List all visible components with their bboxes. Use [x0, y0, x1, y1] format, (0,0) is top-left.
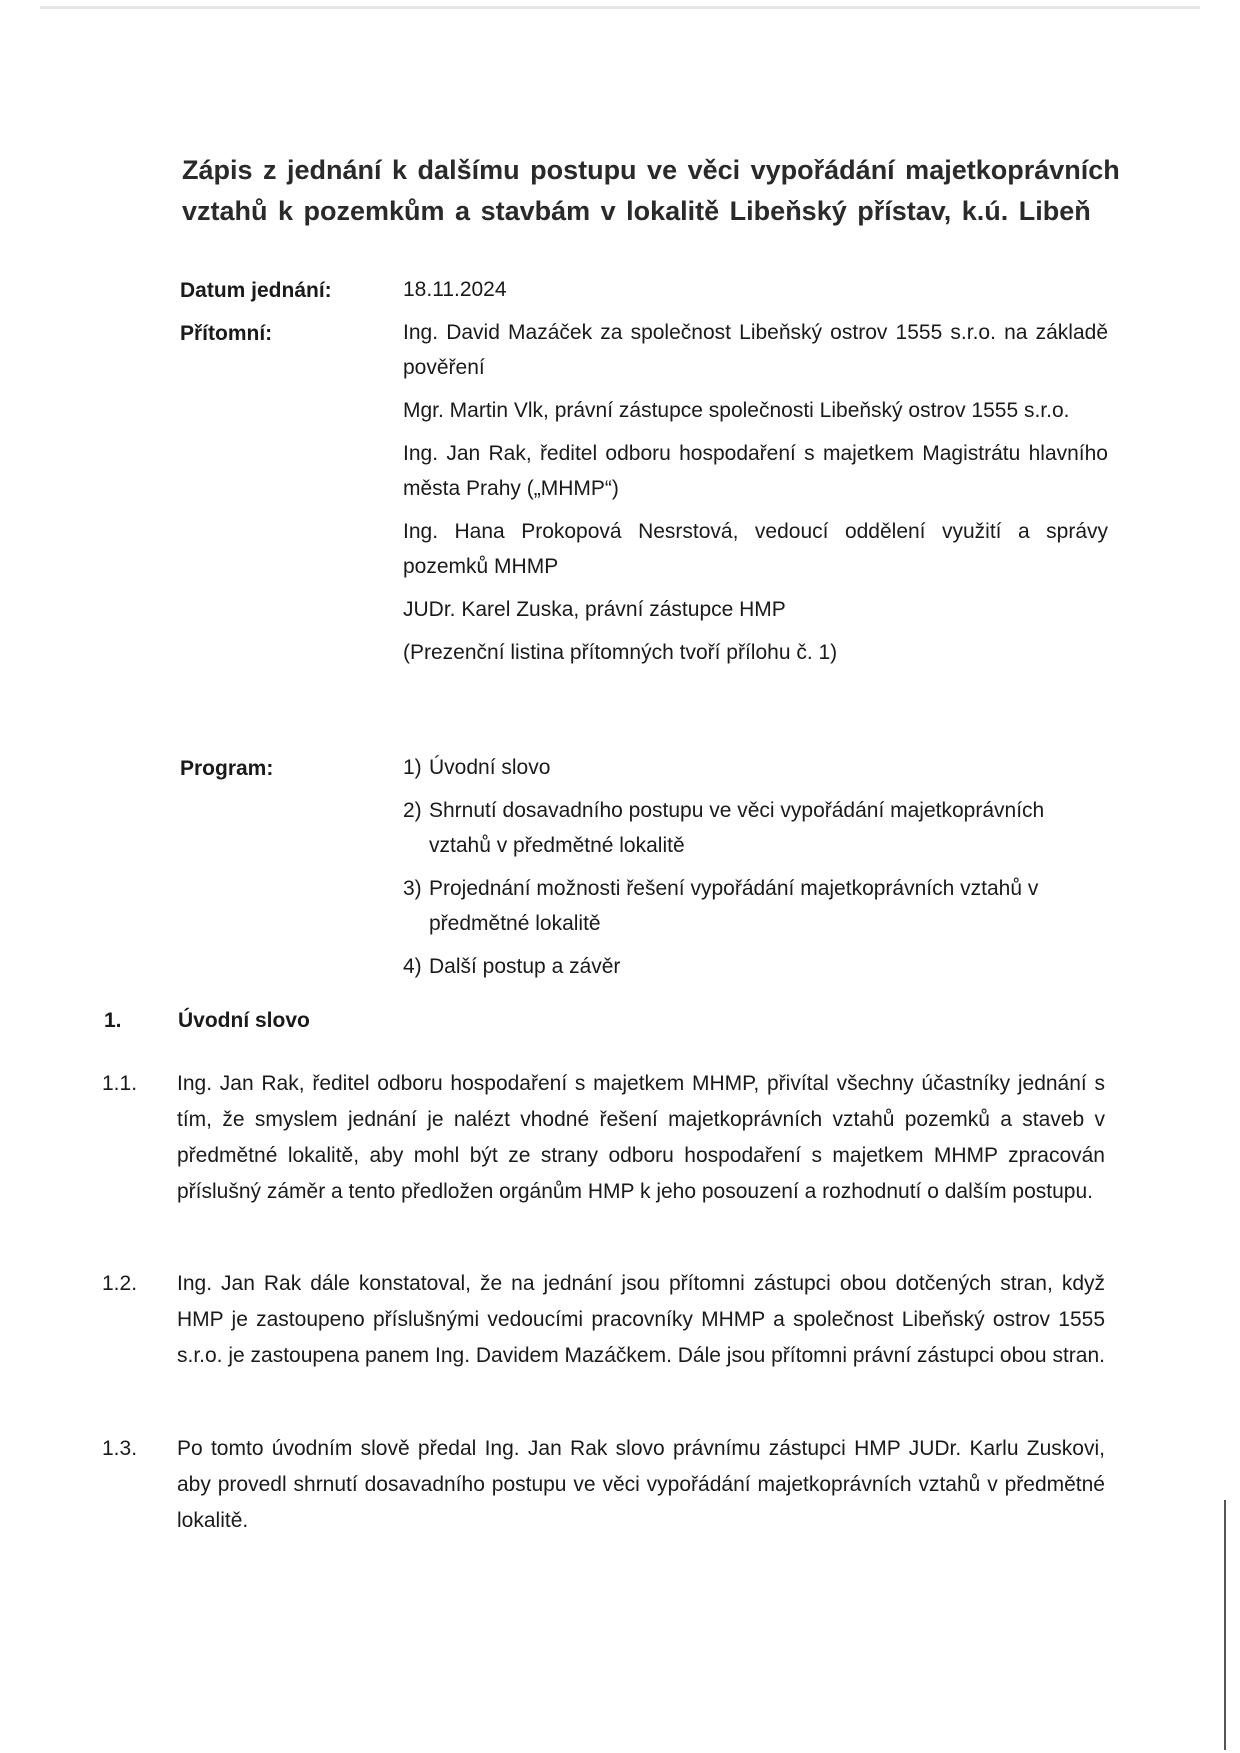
- program-item-text: Úvodní slovo: [429, 756, 551, 779]
- paragraph-text: Po tomto úvodním slově předal Ing. Jan Rak slovo právnímu zástupci HMP JUDr. Karlu Zuskovi, aby provedl shrnutí dosavadního postupu ve věci vypořádání majetkoprávních vztahů v předmětné lokalitě.: [177, 1437, 1105, 1532]
- paragraph-text: Ing. Jan Rak dále konstatoval, že na jednání jsou přítomni zástupci obou dotčených stran, když HMP je zastoupeno příslušnými vedoucími pracovníky MHMP a společnost Libeňský ostrov 1555 s.r.o. je zastoupena panem Ing. Davidem Mazáčkem. Dále jsou přítomni právní zástupci obou stran.: [177, 1272, 1105, 1367]
- section-number: 1.: [104, 1009, 122, 1032]
- program-list: [403, 750, 1108, 992]
- present-label: Přítomní:: [180, 322, 273, 345]
- attendance-note: (Prezenční listina přítomných tvoří přílohu č. 1): [403, 641, 838, 664]
- paragraph-number: 1.2.: [102, 1272, 138, 1295]
- paragraph-number: 1.1.: [102, 1072, 138, 1095]
- program-item-number: 3): [403, 877, 422, 900]
- program-label: Program:: [180, 757, 274, 780]
- present-item: Mgr. Martin Vlk, právní zástupce společnosti Libeňský ostrov 1555 s.r.o.: [403, 399, 1070, 422]
- paragraph-text: Ing. Jan Rak, ředitel odboru hospodaření s majetkem MHMP, přivítal všechny účastníky jednání s tím, že smyslem jednání je nalézt vhodné řešení majetkoprávních vztahů pozemků a staveb v předmětné lokalitě, aby mohl být ze strany odboru hospodaření s majetkem MHMP zpracován příslušný záměr a tento předložen orgánům HMP k jeho posouzení a rozhodnutí o dalším postupu.: [177, 1072, 1105, 1203]
- program-item-number: 2): [403, 799, 422, 822]
- section-title: Úvodní slovo: [178, 1009, 310, 1032]
- program-item-number: 1): [403, 756, 422, 779]
- program-item: [403, 871, 1108, 941]
- present-item: Ing. Jan Rak, ředitel odboru hospodaření s majetkem Magistrátu hlavního města Prahy („MHMP“): [403, 442, 1108, 500]
- present-item: Ing. David Mazáček za společnost Libeňský ostrov 1555 s.r.o. na základě pověření: [403, 321, 1108, 379]
- paragraph-number: 1.3.: [102, 1437, 138, 1460]
- present-item: Ing. Hana Prokopová Nesrstová, vedoucí oddělení využití a správy pozemků MHMP: [403, 520, 1108, 578]
- program-item-text: Projednání možnosti řešení vypořádání majetkoprávních vztahů v předmětné lokalitě: [429, 877, 1039, 935]
- date-label: Datum jednání:: [180, 279, 332, 302]
- date-value: 18.11.2024: [403, 278, 507, 301]
- present-list: [403, 315, 1108, 678]
- program-item: [403, 949, 1108, 984]
- program-item: [403, 750, 1108, 785]
- present-item: JUDr. Karel Zuska, právní zástupce HMP: [403, 598, 786, 621]
- scan-edge-top: [40, 6, 1200, 9]
- program-item-number: 4): [403, 955, 422, 978]
- program-item-text: Shrnutí dosavadního postupu ve věci vypořádání majetkoprávních vztahů v předmětné lokalitě: [429, 799, 1045, 857]
- document-title: Zápis z jednání k dalšímu postupu ve věci vypořádání majetkoprávních vztahů k pozemkům a stavbám v lokalitě Libeňský přístav, k.ú. Libeň: [182, 155, 1120, 226]
- program-item: [403, 793, 1108, 863]
- scan-edge-right: [1224, 1500, 1226, 1750]
- program-item-text: Další postup a závěr: [429, 955, 621, 978]
